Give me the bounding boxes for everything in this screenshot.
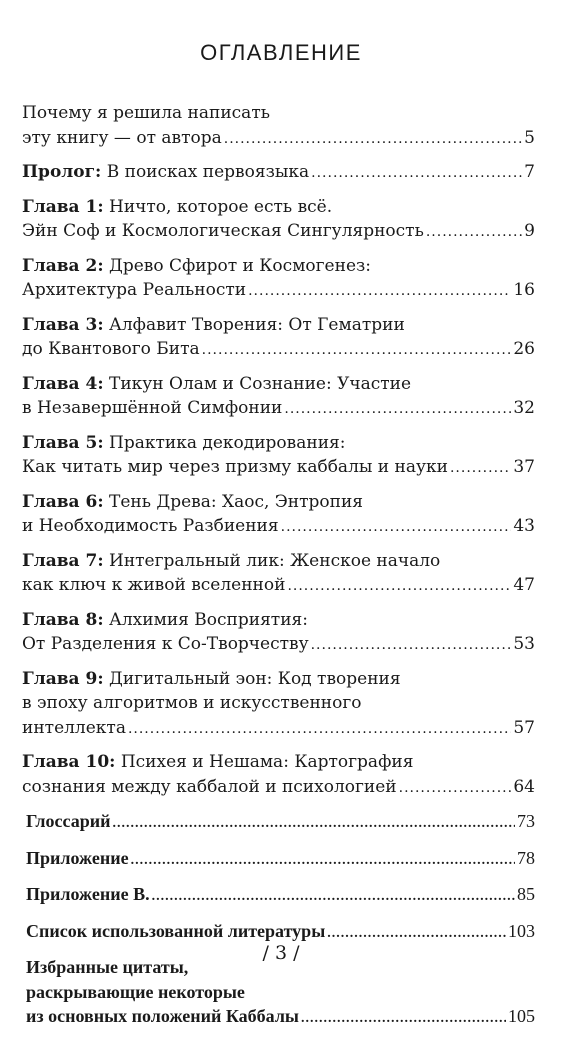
toc-page-number: 103 <box>508 920 535 941</box>
toc-entry-last-line <box>22 219 535 245</box>
toc-entry-text: как ключ к живой вселенной <box>22 575 286 595</box>
toc-entry-title <box>22 716 126 741</box>
toc-entry <box>22 313 535 363</box>
dot-leader <box>128 717 511 742</box>
toc-entry-text: Тикун Олам и Сознание: Участие <box>103 373 412 394</box>
toc-entry-label: Глава 4: <box>22 373 104 394</box>
toc-page-number: 85 <box>517 884 535 904</box>
toc-entry-text: Приложение <box>26 847 129 868</box>
toc-entry-text: эту книгу — от автора <box>22 127 222 148</box>
toc-entry-last-line <box>22 160 535 186</box>
toc-page-number: 57 <box>513 717 535 738</box>
toc-page-number: 16 <box>513 280 535 300</box>
toc-entry-text: раскрывающие некоторые <box>26 981 245 1002</box>
dot-leader <box>311 161 522 186</box>
toc-page-number: 9 <box>524 221 535 241</box>
toc-entry-line <box>26 980 535 1005</box>
toc-entry-label: Глава 9: <box>22 668 104 689</box>
dot-leader <box>224 127 522 152</box>
dot-leader <box>450 456 511 481</box>
toc-entry-title <box>22 573 285 598</box>
dot-leader <box>248 279 511 304</box>
toc-entry-label: Глава 8: <box>22 609 104 630</box>
toc-entry <box>22 608 535 658</box>
toc-page-number: 7 <box>524 162 535 182</box>
toc-entry-title <box>22 775 397 800</box>
toc-entry-label: Глава 1: <box>22 196 104 217</box>
toc-entry-line <box>22 431 535 456</box>
toc-entry-text: Алфавит Творения: От Гематрии <box>103 314 405 335</box>
toc-entry-line <box>22 254 535 279</box>
toc-entry-title <box>22 219 424 244</box>
toc-page-number: 32 <box>513 398 535 418</box>
toc-entry-line <box>22 549 535 574</box>
toc-entry-text: Ничто, которое есть всё. <box>103 196 333 217</box>
toc-entry-text: Древо Сфирот и Космогенез: <box>103 255 372 276</box>
toc-entry-line <box>22 490 535 515</box>
toc-page-number: 43 <box>513 516 535 536</box>
toc-entry-text: Как читать мир через призму каббалы и науки <box>22 457 448 477</box>
toc-entry-title <box>22 126 222 151</box>
toc-entry-text: Психея и Нешама: Картография <box>115 752 414 772</box>
toc-entry-last-line <box>22 455 535 481</box>
toc-entry <box>22 490 535 540</box>
toc-page-number: 37 <box>513 457 535 477</box>
toc-entry-label: Глава 6: <box>22 491 104 512</box>
toc-page-number: 53 <box>513 634 535 654</box>
dot-leader <box>281 515 512 540</box>
toc-entry-label: Глава 10: <box>22 752 116 772</box>
toc-entry-last-line <box>22 278 535 304</box>
toc-entry-line <box>22 372 535 397</box>
toc-entry-line <box>22 691 535 716</box>
toc-entry-label: Глава 5: <box>22 432 104 453</box>
toc-entry-title <box>26 882 150 907</box>
toc-entry-last-line <box>22 396 535 422</box>
page-number: / 3 / <box>262 942 300 964</box>
toc-entry-label: Глава 7: <box>22 550 104 571</box>
toc-entry-text: Практика декодирования: <box>103 432 346 453</box>
toc-entry-last-line <box>22 775 535 801</box>
toc-entry-last-line <box>26 882 535 910</box>
toc-entry-title <box>22 514 279 539</box>
toc-entry-line <box>22 195 535 220</box>
toc-entry-label: Глава 2: <box>22 255 104 276</box>
toc-entry-title <box>26 1004 299 1029</box>
dot-leader <box>152 885 515 910</box>
toc-entry-line <box>22 608 535 633</box>
toc-entry <box>22 372 535 422</box>
toc-entry-text: Приложение В. <box>26 884 150 904</box>
dot-leader <box>426 220 522 245</box>
toc-entry <box>22 195 535 245</box>
dot-leader <box>399 776 512 801</box>
toc-page-number: 78 <box>517 847 535 868</box>
dot-leader <box>311 633 512 658</box>
toc-entry-text: От Разделения к Со-Творчеству <box>22 634 309 654</box>
toc-entry <box>22 667 535 742</box>
toc-entry-text: из основных положений Каббалы <box>26 1006 299 1026</box>
toc-list <box>22 101 535 1032</box>
toc-entry-last-line <box>22 632 535 658</box>
dot-leader <box>301 1007 506 1032</box>
toc-entry-title <box>26 919 325 944</box>
toc-entry-last-line <box>26 846 535 874</box>
toc-entry-title <box>22 396 282 421</box>
toc-entry <box>26 955 535 1032</box>
toc-entry-line <box>22 750 535 775</box>
toc-entry-last-line <box>22 514 535 540</box>
toc-page-number: 64 <box>513 776 535 797</box>
toc-entry-text: Тень Древа: Хаос, Энтропия <box>103 491 364 512</box>
toc-entry-text: интеллекта <box>22 717 126 738</box>
toc-entry <box>22 254 535 304</box>
toc-entry-title <box>22 337 200 362</box>
toc-entry <box>26 809 535 837</box>
toc-entry-last-line <box>22 126 535 152</box>
toc-entry-text: Алхимия Восприятия: <box>103 609 308 630</box>
toc-entry-last-line <box>26 1004 535 1032</box>
toc-entry <box>26 846 535 874</box>
toc-entry-text: Список использованной литературы <box>26 920 326 941</box>
toc-entry-label: Пролог: <box>22 162 102 182</box>
toc-page-number: 73 <box>517 811 535 831</box>
toc-entry-text: Эйн Соф и Космологическая Сингулярность <box>22 221 424 241</box>
toc-entry-text: Архитектура Реальности <box>22 280 247 300</box>
toc-entry-last-line <box>22 716 535 742</box>
toc-entry-text: Избранные цитаты, <box>26 957 189 977</box>
toc-entry-title <box>22 160 309 185</box>
toc-entry <box>22 101 535 151</box>
toc-page-number: 26 <box>513 339 535 359</box>
table-of-contents <box>22 101 535 1041</box>
toc-entry <box>22 750 535 800</box>
toc-entry-line <box>22 101 535 126</box>
toc-entry-line <box>22 667 535 692</box>
toc-entry-text: Интегральный лик: Женское начало <box>103 550 441 571</box>
toc-entry-text: сознания между каббалой и психологией <box>22 776 397 797</box>
toc-entry-text: В поисках первоязыка <box>101 162 310 182</box>
dot-leader <box>131 849 515 874</box>
toc-entry-title <box>26 846 129 871</box>
toc-entry <box>22 160 535 186</box>
toc-entry-title <box>22 632 309 657</box>
toc-entry <box>22 549 535 599</box>
toc-entry-title <box>22 455 448 480</box>
toc-entry-last-line <box>22 337 535 363</box>
toc-entry-line <box>22 313 535 338</box>
toc-entry-text: Дигитальный эон: Код творения <box>103 668 401 689</box>
toc-entry-text: Почему я решила написать <box>22 103 270 123</box>
dot-leader <box>112 812 515 837</box>
toc-page-number: 105 <box>508 1006 535 1026</box>
toc-entry-last-line <box>22 573 535 599</box>
dot-leader <box>287 574 511 599</box>
toc-entry <box>22 431 535 481</box>
toc-entry-text: в Незавершённой Симфонии <box>22 398 283 418</box>
toc-entry-text: в эпоху алгоритмов и искусственного <box>22 693 362 713</box>
toc-entry-label: Глава 3: <box>22 314 104 335</box>
page-title: ОГЛАВЛЕНИЕ <box>200 40 362 65</box>
toc-entry-text: и Необходимость Разбиения <box>22 516 279 536</box>
toc-page-number: 5 <box>524 127 535 148</box>
toc-page-number: 47 <box>513 575 535 595</box>
toc-entry-last-line <box>26 809 535 837</box>
toc-entry-text: до Квантового Бита <box>22 339 200 359</box>
toc-entry <box>26 882 535 910</box>
dot-leader <box>284 397 511 422</box>
dot-leader <box>202 338 512 363</box>
toc-entry-title <box>26 809 110 834</box>
toc-entry-text: Глоссарий <box>26 811 111 831</box>
toc-entry-title <box>22 278 246 303</box>
